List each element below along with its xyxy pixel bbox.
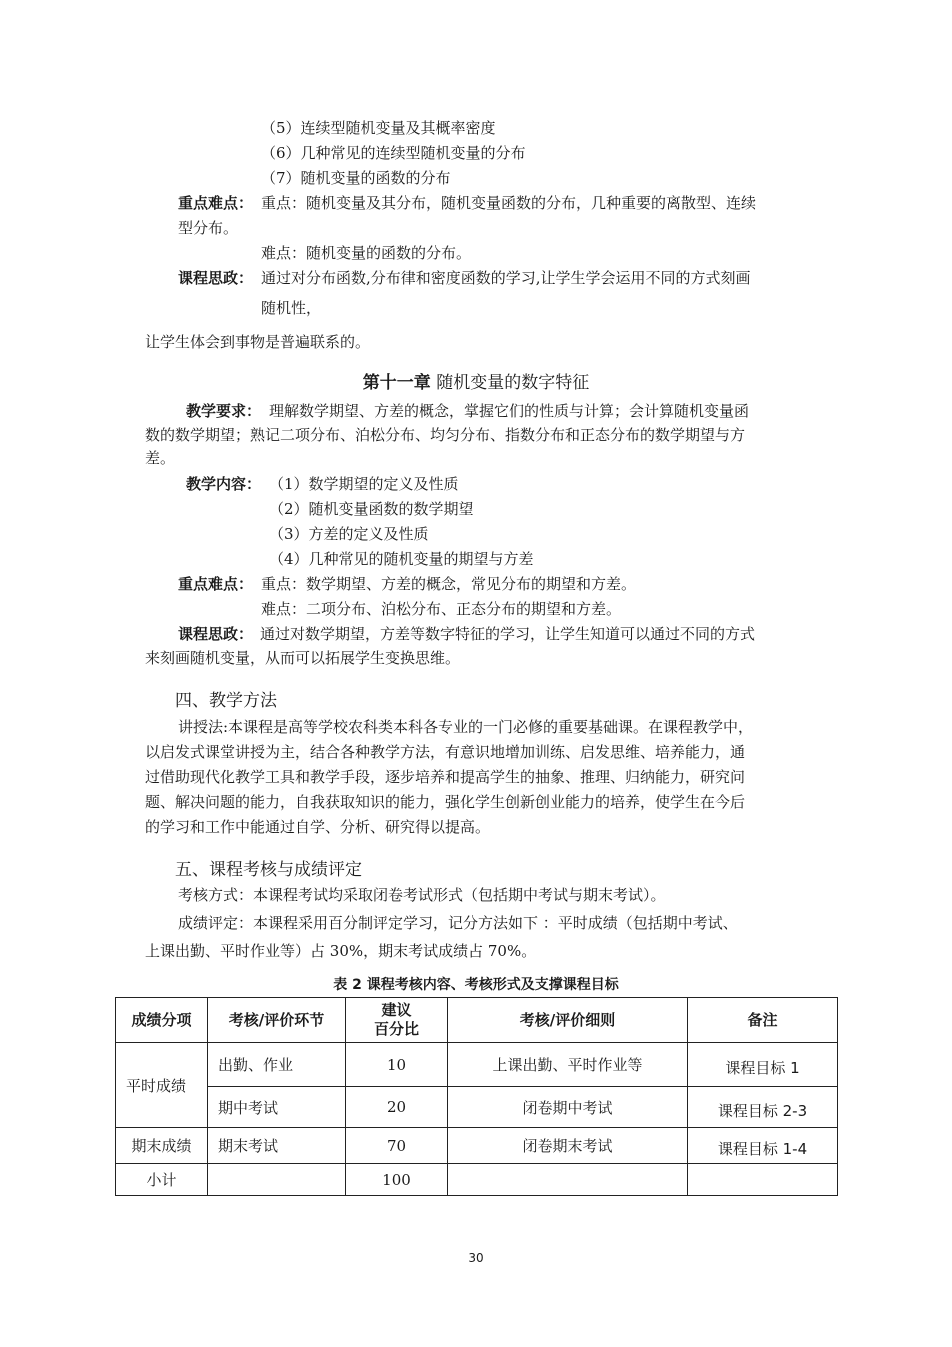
content-item: （2）随机变量函数的数学期望	[269, 500, 474, 518]
ideology-text-cont: 来刻画随机变量，从而可以拓展学生变换思维。	[145, 649, 461, 667]
content-item: （6）几种常见的连续型随机变量的分布	[261, 144, 526, 162]
assessment-method: 考核方式：本课程考试均采取闭卷考试形式（包括期中考试与期末考试）。	[178, 886, 666, 904]
content-item: （5）连续型随机变量及其概率密度	[261, 119, 496, 137]
chapter-name: 随机变量的数字特征	[430, 373, 590, 393]
cell-percent: 70	[346, 1128, 448, 1164]
ideology-label: 课程思政：	[178, 269, 254, 287]
assessment-table	[115, 997, 838, 1196]
header-remarks: 备注	[688, 998, 838, 1043]
key-point-text: 重点：随机变量及其分布，随机变量函数的分布，几种重要的离散型、连续	[261, 194, 757, 212]
teaching-content-label: 教学内容：	[186, 475, 262, 493]
table-row	[116, 1043, 838, 1087]
content-item: （4）几种常见的随机变量的期望与方差	[269, 550, 534, 568]
content-item: （3）方差的定义及性质	[269, 525, 429, 543]
cell-percent: 20	[346, 1087, 448, 1128]
cell-grade-item: 平时成绩	[116, 1043, 208, 1128]
paragraph-line: 题、解决问题的能力，自我获取知识的能力，强化学生创新创业能力的培养，使学生在今后	[145, 793, 746, 811]
teaching-req-text-cont: 数的数学期望；熟记二项分布、泊松分布、均匀分布、指数分布和正态分布的数学期望与方	[145, 426, 746, 444]
teaching-req-label: 教学要求：	[186, 402, 262, 420]
cell-details: 闭卷期末考试	[448, 1128, 688, 1164]
section-heading-assessment: 五、课程考核与成绩评定	[175, 860, 362, 880]
page-number: 30	[468, 1251, 484, 1265]
header-grade-item: 成绩分项	[116, 998, 208, 1043]
cell-remarks: 课程目标 2-3	[688, 1087, 838, 1128]
header-suggested-percent: 建议 百分比	[346, 998, 448, 1043]
cell-subtotal-label: 小计	[116, 1164, 208, 1196]
cell-assessment-stage: 期末考试	[208, 1128, 346, 1164]
table-row	[116, 1087, 838, 1128]
difficulty-text: 难点：随机变量的函数的分布。	[261, 244, 472, 262]
paragraph-line: 讲授法:本课程是高等学校农科类本科各专业的一门必修的重要基础课。在课程教学中，	[178, 718, 754, 736]
cell-empty	[208, 1164, 346, 1196]
teaching-req-text: 理解数学期望、方差的概念，掌握它们的性质与计算；会计算随机变量函	[269, 402, 750, 420]
table-row-subtotal	[116, 1164, 838, 1196]
cell-grade-item: 期末成绩	[116, 1128, 208, 1164]
teaching-req-text-end: 差。	[145, 449, 176, 467]
cell-details: 闭卷期中考试	[448, 1087, 688, 1128]
table-row	[116, 1128, 838, 1164]
ideology-text-cont: 随机性，	[261, 299, 322, 317]
ideology-text: 通过对分布函数,分布律和密度函数的学习,让学生学会运用不同的方式刻画	[261, 269, 751, 287]
content-item: （7）随机变量的函数的分布	[261, 169, 451, 187]
difficulty-text: 难点：二项分布、泊松分布、正态分布的期望和方差。	[261, 600, 622, 618]
key-point-text: 重点：数学期望、方差的概念，常见分布的期望和方差。	[261, 575, 637, 593]
table-header-row	[116, 998, 838, 1043]
cell-assessment-stage: 出勤、作业	[208, 1043, 346, 1087]
cell-assessment-stage: 期中考试	[208, 1087, 346, 1128]
ideology-text-end: 让学生体会到事物是普遍联系的。	[145, 333, 371, 351]
table-caption: 表 2 课程考核内容、考核形式及支撑课程目标	[333, 977, 619, 993]
cell-percent: 10	[346, 1043, 448, 1087]
section-heading-teaching-methods: 四、教学方法	[175, 691, 277, 711]
header-assessment-stage: 考核/评价环节	[208, 998, 346, 1043]
header-assessment-details: 考核/评价细则	[448, 998, 688, 1043]
grading-method: 成绩评定：本课程采用百分制评定学习，记分方法如下 ：平时成绩（包括期中考试、	[178, 914, 738, 932]
key-point-text-cont: 型分布。	[178, 219, 239, 237]
cell-subtotal-percent: 100	[346, 1164, 448, 1196]
paragraph-line: 以启发式课堂讲授为主，结合各种教学方法，有意识地增加训练、启发思维、培养能力，通	[145, 743, 746, 761]
chapter-number: 第十一章	[362, 373, 431, 393]
paragraph-line: 的学习和工作中能通过自学、分析、研究得以提高。	[145, 818, 491, 836]
key-difficulty-label: 重点难点：	[178, 575, 254, 593]
cell-empty	[688, 1164, 838, 1196]
chapter-title	[0, 372, 952, 394]
cell-empty	[448, 1164, 688, 1196]
cell-remarks: 课程目标 1-4	[688, 1128, 838, 1164]
ideology-label: 课程思政：	[178, 625, 254, 643]
key-difficulty-label: 重点难点：	[178, 194, 254, 212]
content-item: （1）数学期望的定义及性质	[269, 475, 459, 493]
paragraph-line: 过借助现代化教学工具和教学手段，逐步培养和提高学生的抽象、推理、归纳能力，研究问	[145, 768, 746, 786]
ideology-text: 通过对数学期望，方差等数字特征的学习，让学生知道可以通过不同的方式	[260, 625, 756, 643]
cell-remarks: 课程目标 1	[688, 1043, 838, 1087]
cell-details: 上课出勤、平时作业等	[448, 1043, 688, 1087]
grading-method-cont: 上课出勤、平时作业等）占 30%，期末考试成绩占 70%。	[145, 942, 537, 960]
